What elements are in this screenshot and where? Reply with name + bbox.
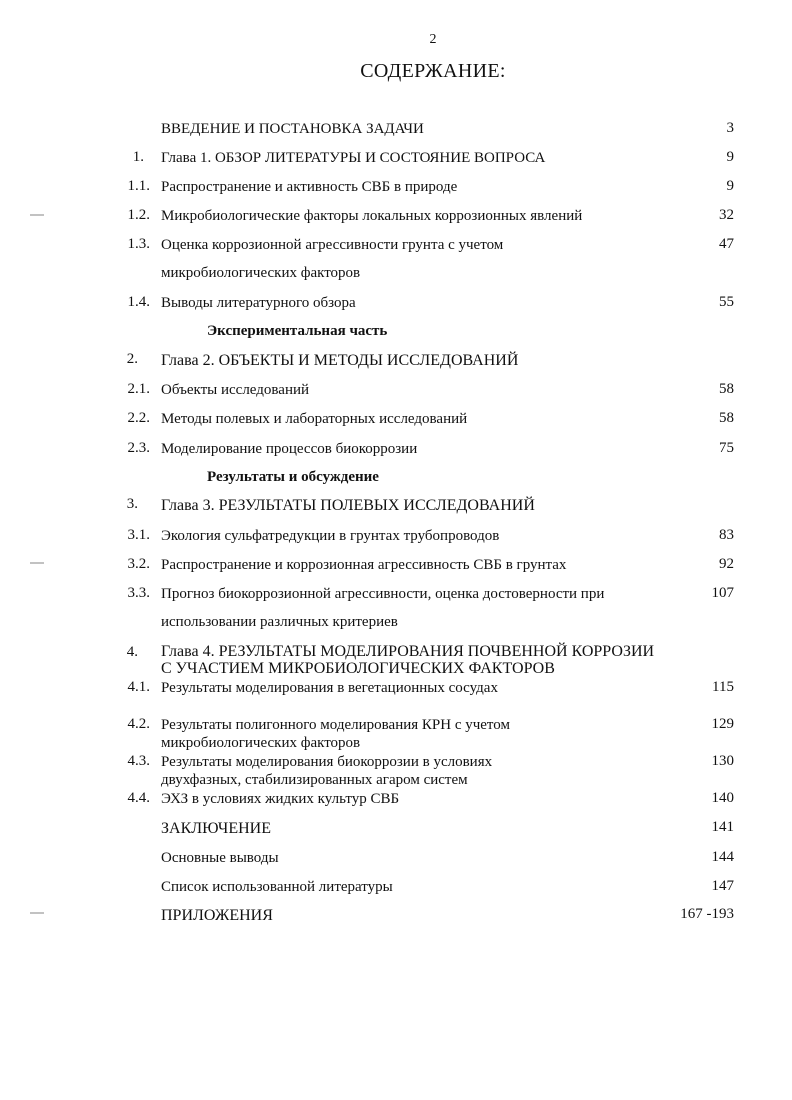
toc-title: микробиологических факторов — [161, 735, 361, 751]
toc-page: 129 — [711, 716, 734, 732]
toc-title: ЭХЗ в условиях жидких культур СВБ — [161, 791, 400, 807]
toc-page: 83 — [719, 527, 734, 543]
toc-number: 2. — [126, 351, 138, 367]
toc-title: микробиологических факторов — [161, 265, 361, 281]
toc-title: Глава 3. РЕЗУЛЬТАТЫ ПОЛЕВЫХ ИССЛЕДОВАНИЙ — [161, 497, 535, 514]
toc-page: 115 — [712, 679, 734, 695]
toc-title: ВВЕДЕНИЕ И ПОСТАНОВКА ЗАДАЧИ — [161, 121, 424, 137]
toc-number: 3.2. — [127, 556, 150, 572]
toc-page: 32 — [719, 207, 734, 223]
page-number: 2 — [429, 32, 437, 47]
toc-page: 3 — [726, 120, 734, 136]
toc-number: 1.2. — [127, 207, 150, 223]
toc-page: 107 — [711, 585, 734, 601]
scan-mark — [30, 562, 44, 564]
toc-number: 4. — [126, 644, 138, 660]
toc-title: ЗАКЛЮЧЕНИЕ — [161, 820, 271, 837]
toc-page: 92 — [719, 556, 734, 572]
toc-title: Результаты моделирования биокоррозии в условиях — [161, 754, 493, 770]
toc-page: 58 — [719, 381, 734, 397]
toc-title: Объекты исследований — [161, 382, 310, 398]
toc-page: 9 — [726, 149, 734, 165]
toc-number: 4.3. — [127, 753, 150, 769]
toc-title: Прогноз биокоррозионной агрессивности, оценка достоверности при — [161, 586, 605, 602]
toc-page: 130 — [711, 753, 734, 769]
toc-number: 3.3. — [127, 585, 150, 601]
toc-title: Глава 4. РЕЗУЛЬТАТЫ МОДЕЛИРОВАНИЯ ПОЧВЕННОЙ КОРРОЗИИ — [161, 643, 655, 660]
toc-page: 140 — [711, 790, 734, 806]
toc-number: 2.2. — [127, 410, 150, 426]
toc-title: двухфазных, стабилизированных агаром систем — [161, 772, 468, 788]
toc-title: Результаты моделирования в вегетационных сосудах — [161, 680, 498, 696]
toc-title: использовании различных критериев — [161, 614, 398, 630]
toc-title: Результаты полигонного моделирования КРН с учетом — [161, 717, 510, 733]
toc-title: Моделирование процессов биокоррозии — [161, 441, 418, 457]
toc-title: Список использованной литературы — [161, 879, 393, 895]
toc-number: 1.4. — [127, 294, 150, 310]
toc-page: 147 — [711, 878, 734, 894]
toc-title: Распространение и активность СВБ в природе — [161, 179, 458, 195]
toc-number: 2.3. — [127, 440, 150, 456]
toc-page: 144 — [711, 849, 734, 865]
toc-number: 2.1. — [127, 381, 150, 397]
toc-number: 4.1. — [127, 679, 150, 695]
toc-title: Глава 2. ОБЪЕКТЫ И МЕТОДЫ ИССЛЕДОВАНИЙ — [161, 352, 519, 369]
toc-page: 58 — [719, 410, 734, 426]
toc-title: Экология сульфатредукции в грунтах трубопроводов — [161, 528, 500, 544]
toc-title: Микробиологические факторы локальных коррозионных явлений — [161, 208, 583, 224]
toc-number: 1.3. — [127, 236, 150, 252]
toc-title: ПРИЛОЖЕНИЯ — [161, 907, 273, 924]
toc-number: 1.1. — [127, 178, 150, 194]
section-heading: Результаты и обсуждение — [207, 469, 379, 485]
toc-number: 1. — [132, 149, 144, 165]
toc-title: С УЧАСТИЕМ МИКРОБИОЛОГИЧЕСКИХ ФАКТОРОВ — [161, 660, 555, 677]
toc-title: Методы полевых и лабораторных исследований — [161, 411, 468, 427]
toc-page: 9 — [726, 178, 734, 194]
toc-title: Оценка коррозионной агрессивности грунта с учетом — [161, 237, 504, 253]
section-heading: Экспериментальная часть — [207, 323, 388, 339]
toc-title: Глава 1. ОБЗОР ЛИТЕРАТУРЫ И СОСТОЯНИЕ ВОПРОСА — [161, 150, 546, 166]
toc-number: 4.4. — [127, 790, 150, 806]
toc-number: 3.1. — [127, 527, 150, 543]
toc-title: Основные выводы — [161, 850, 279, 866]
toc-number: 4.2. — [127, 716, 150, 732]
toc-title: Выводы литературного обзора — [161, 295, 356, 311]
page-title: СОДЕРЖАНИЕ: — [360, 60, 506, 82]
scan-mark — [30, 214, 44, 216]
toc-number: 3. — [126, 496, 138, 512]
toc-page: 75 — [719, 440, 734, 456]
toc-page: 167 -193 — [680, 906, 734, 922]
scan-mark — [30, 912, 44, 914]
toc-title: Распространение и коррозионная агрессивность СВБ в грунтах — [161, 557, 567, 573]
toc-page: 55 — [719, 294, 734, 310]
toc-page: 141 — [711, 819, 734, 835]
toc-page: 47 — [719, 236, 734, 252]
